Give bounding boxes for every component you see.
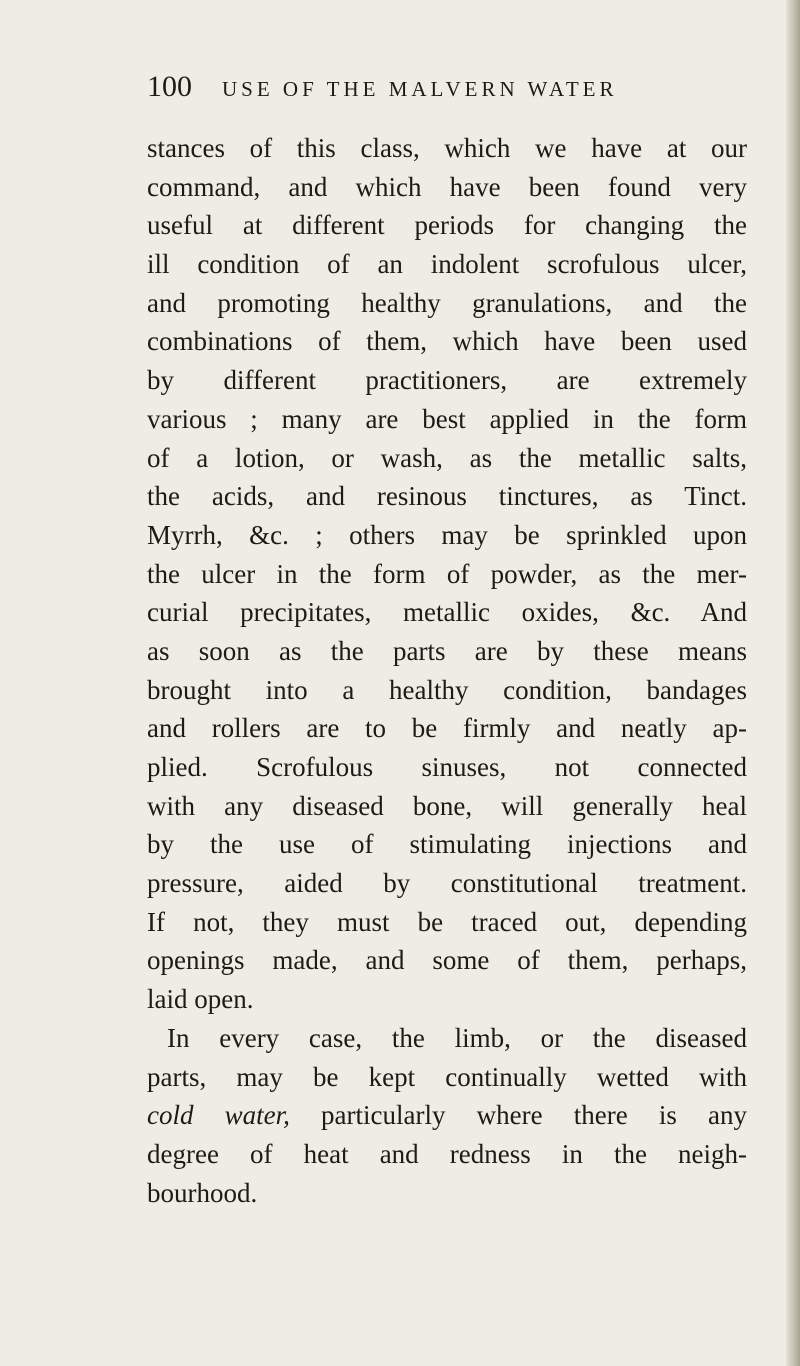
text-line: openings made, and some of them, perhaps,: [147, 945, 747, 976]
text-line: by different practitioners, are extremely: [147, 365, 747, 396]
text-line: useful at different periods for changing the: [147, 210, 747, 241]
text-line: with any diseased bone, will generally heal: [147, 790, 747, 821]
running-head: [147, 70, 667, 110]
text-line: and promoting healthy granulations, and the: [147, 287, 747, 318]
text-line: pressure, aided by constitutional treatment.: [147, 868, 747, 899]
text-line: by the use of stimulating injections and: [147, 829, 747, 860]
text-line-rest: particularly where there is any: [289, 1100, 747, 1131]
text-line: If not, they must be traced out, depending: [147, 906, 747, 937]
paragraph-first-line: In every case, the limb, or the diseased: [167, 1022, 747, 1053]
emphasis-cold-water: cold water,: [147, 1100, 290, 1131]
text-line: parts, may be kept continually wetted with: [147, 1061, 747, 1092]
text-line: ill condition of an indolent scrofulous ulcer,: [147, 249, 747, 280]
text-line: brought into a healthy condition, bandages: [147, 674, 747, 705]
text-line: and rollers are to be firmly and neatly ap-: [147, 713, 747, 744]
page-number: 100: [147, 70, 192, 103]
text-line: [147, 1096, 747, 1135]
body-text: [147, 129, 747, 1212]
text-line: laid open.: [147, 984, 254, 1015]
text-line: plied. Scrofulous sinuses, not connected: [147, 752, 747, 782]
text-line: Myrrh, &c. ; others may be sprinkled upon: [147, 519, 747, 550]
text-line: combinations of them, which have been used: [147, 326, 747, 357]
text-line: the acids, and resinous tinctures, as Tinct.: [147, 481, 747, 512]
text-line: various ; many are best applied in the form: [147, 403, 747, 434]
text-line: command, and which have been found very: [147, 171, 747, 202]
page-edge: [786, 0, 800, 1366]
text-line: curial precipitates, metallic oxides, &c. And: [147, 597, 747, 628]
text-line: the ulcer in the form of powder, as the mer-: [147, 558, 747, 589]
text-line: stances of this class, which we have at our: [147, 133, 747, 163]
text-line: as soon as the parts are by these means: [147, 635, 747, 666]
running-title: USE OF THE MALVERN WATER: [222, 77, 618, 101]
text-line: bourhood.: [147, 1177, 258, 1208]
text-line: degree of heat and redness in the neigh-: [147, 1138, 747, 1169]
text-line: of a lotion, or wash, as the metallic salts,: [147, 442, 747, 473]
